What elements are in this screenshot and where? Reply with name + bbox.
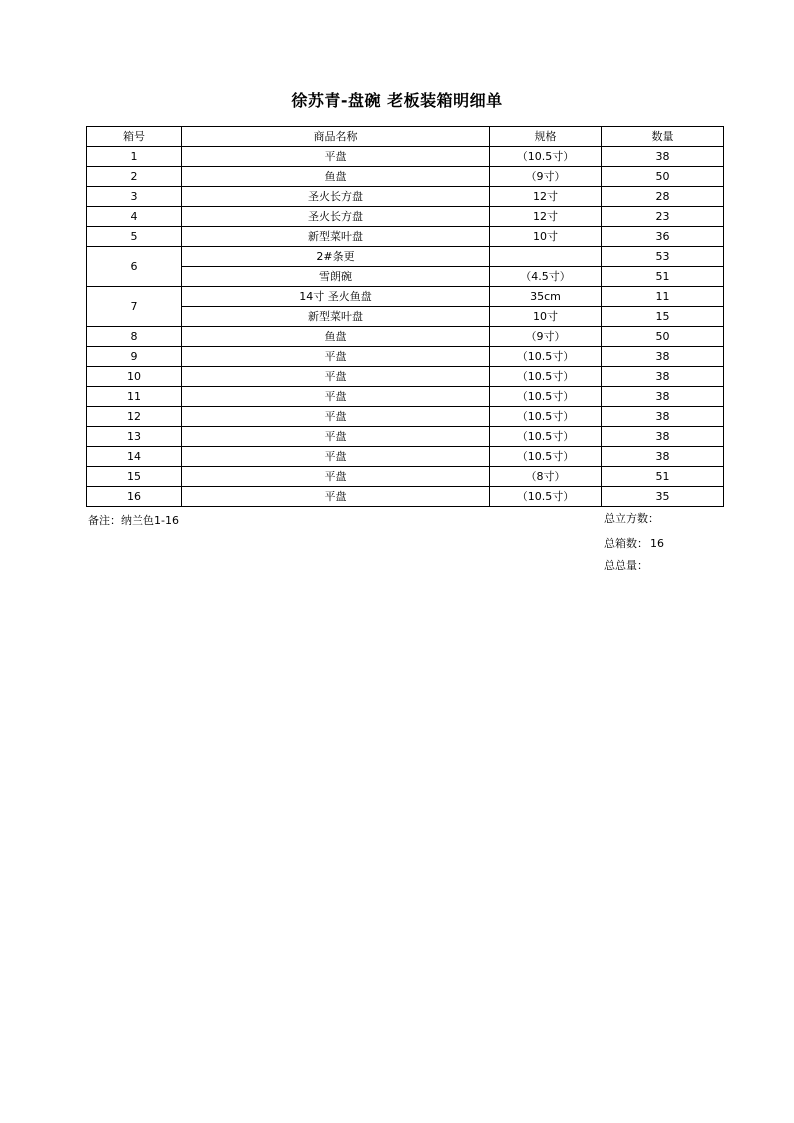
- product-name-cell: 平盘: [182, 487, 490, 507]
- spec-cell: 10寸: [490, 227, 602, 247]
- quantity-cell: 51: [602, 267, 724, 287]
- table-row: [87, 467, 724, 487]
- spec-cell: （10.5寸）: [490, 487, 602, 507]
- box-no-cell: 8: [87, 327, 182, 347]
- box-no-cell: 10: [87, 367, 182, 387]
- quantity-cell: 38: [602, 407, 724, 427]
- box-no-cell: 7: [87, 287, 182, 327]
- table-row: [87, 347, 724, 367]
- table-row: [87, 427, 724, 447]
- quantity-cell: 23: [602, 207, 724, 227]
- spec-cell: （10.5寸）: [490, 447, 602, 467]
- quantity-cell: 38: [602, 447, 724, 467]
- product-name-cell: 平盘: [182, 427, 490, 447]
- page-title: 徐苏青-盘碗 老板装箱明细单: [291, 91, 503, 110]
- total-boxes-label: 总箱数：: [604, 537, 648, 550]
- remark-note: 备注：纳兰色1-16: [88, 514, 179, 527]
- table-row: [87, 447, 724, 467]
- product-name-cell: 平盘: [182, 147, 490, 167]
- product-name-cell: 2#条更: [182, 247, 490, 267]
- quantity-cell: 28: [602, 187, 724, 207]
- quantity-cell: 15: [602, 307, 724, 327]
- product-name-cell: 鱼盘: [182, 327, 490, 347]
- product-name-cell: 雪朗碗: [182, 267, 490, 287]
- spec-cell: （10.5寸）: [490, 147, 602, 167]
- product-name-cell: 鱼盘: [182, 167, 490, 187]
- quantity-cell: 50: [602, 167, 724, 187]
- quantity-cell: 11: [602, 287, 724, 307]
- header-product-name: 商品名称: [182, 127, 490, 147]
- table-row: [87, 367, 724, 387]
- product-name-cell: 平盘: [182, 387, 490, 407]
- spec-cell: （10.5寸）: [490, 387, 602, 407]
- product-name-cell: 14寸 圣火鱼盘: [182, 287, 490, 307]
- box-no-cell: 14: [87, 447, 182, 467]
- spec-cell: 12寸: [490, 187, 602, 207]
- product-name-cell: 平盘: [182, 467, 490, 487]
- table-row: [87, 307, 724, 327]
- table-header-row: [87, 127, 724, 147]
- spec-cell: （10.5寸）: [490, 347, 602, 367]
- spec-cell: 10寸: [490, 307, 602, 327]
- spec-cell: （8寸）: [490, 467, 602, 487]
- product-name-cell: 圣火长方盘: [182, 207, 490, 227]
- quantity-cell: 35: [602, 487, 724, 507]
- box-no-cell: 3: [87, 187, 182, 207]
- spec-cell: 12寸: [490, 207, 602, 227]
- total-boxes-value: 16: [650, 537, 664, 550]
- quantity-cell: 50: [602, 327, 724, 347]
- table-row: [87, 147, 724, 167]
- quantity-cell: 38: [602, 367, 724, 387]
- product-name-cell: 新型菜叶盘: [182, 307, 490, 327]
- quantity-cell: 38: [602, 147, 724, 167]
- table-row: [87, 187, 724, 207]
- product-name-cell: 新型菜叶盘: [182, 227, 490, 247]
- header-spec: 规格: [490, 127, 602, 147]
- spec-cell: （10.5寸）: [490, 407, 602, 427]
- total-weight-label: 总总量：: [604, 559, 648, 572]
- spec-cell: （10.5寸）: [490, 427, 602, 447]
- table-row: [87, 207, 724, 227]
- quantity-cell: 53: [602, 247, 724, 267]
- table-row: [87, 287, 724, 307]
- box-no-cell: 9: [87, 347, 182, 367]
- spec-cell: （9寸）: [490, 327, 602, 347]
- box-no-cell: 11: [87, 387, 182, 407]
- total-volume-label: 总立方数：: [604, 512, 659, 525]
- total-weight: [604, 557, 650, 573]
- total-volume: [604, 510, 661, 526]
- product-name-cell: 平盘: [182, 367, 490, 387]
- table-row: [87, 327, 724, 347]
- product-name-cell: 平盘: [182, 447, 490, 467]
- box-no-cell: 4: [87, 207, 182, 227]
- box-no-cell: 15: [87, 467, 182, 487]
- product-name-cell: 平盘: [182, 347, 490, 367]
- box-no-cell: 2: [87, 167, 182, 187]
- spec-cell: [490, 247, 602, 267]
- spec-cell: （9寸）: [490, 167, 602, 187]
- box-no-cell: 16: [87, 487, 182, 507]
- box-no-cell: 13: [87, 427, 182, 447]
- quantity-cell: 38: [602, 347, 724, 367]
- header-box-no: 箱号: [87, 127, 182, 147]
- table-row: [87, 387, 724, 407]
- product-name-cell: 平盘: [182, 407, 490, 427]
- table-row: [87, 247, 724, 267]
- header-quantity: 数量: [602, 127, 724, 147]
- quantity-cell: 51: [602, 467, 724, 487]
- spec-cell: （10.5寸）: [490, 367, 602, 387]
- quantity-cell: 36: [602, 227, 724, 247]
- box-no-cell: 12: [87, 407, 182, 427]
- quantity-cell: 38: [602, 387, 724, 407]
- table-row: [87, 487, 724, 507]
- box-no-cell: 5: [87, 227, 182, 247]
- packing-list-table: [86, 126, 724, 507]
- spec-cell: （4.5寸）: [490, 267, 602, 287]
- total-boxes: [604, 535, 664, 551]
- table-row: [87, 407, 724, 427]
- box-no-cell: 1: [87, 147, 182, 167]
- spec-cell: 35cm: [490, 287, 602, 307]
- table-row: [87, 227, 724, 247]
- table-row: [87, 167, 724, 187]
- table-row: [87, 267, 724, 287]
- quantity-cell: 38: [602, 427, 724, 447]
- box-no-cell: 6: [87, 247, 182, 287]
- product-name-cell: 圣火长方盘: [182, 187, 490, 207]
